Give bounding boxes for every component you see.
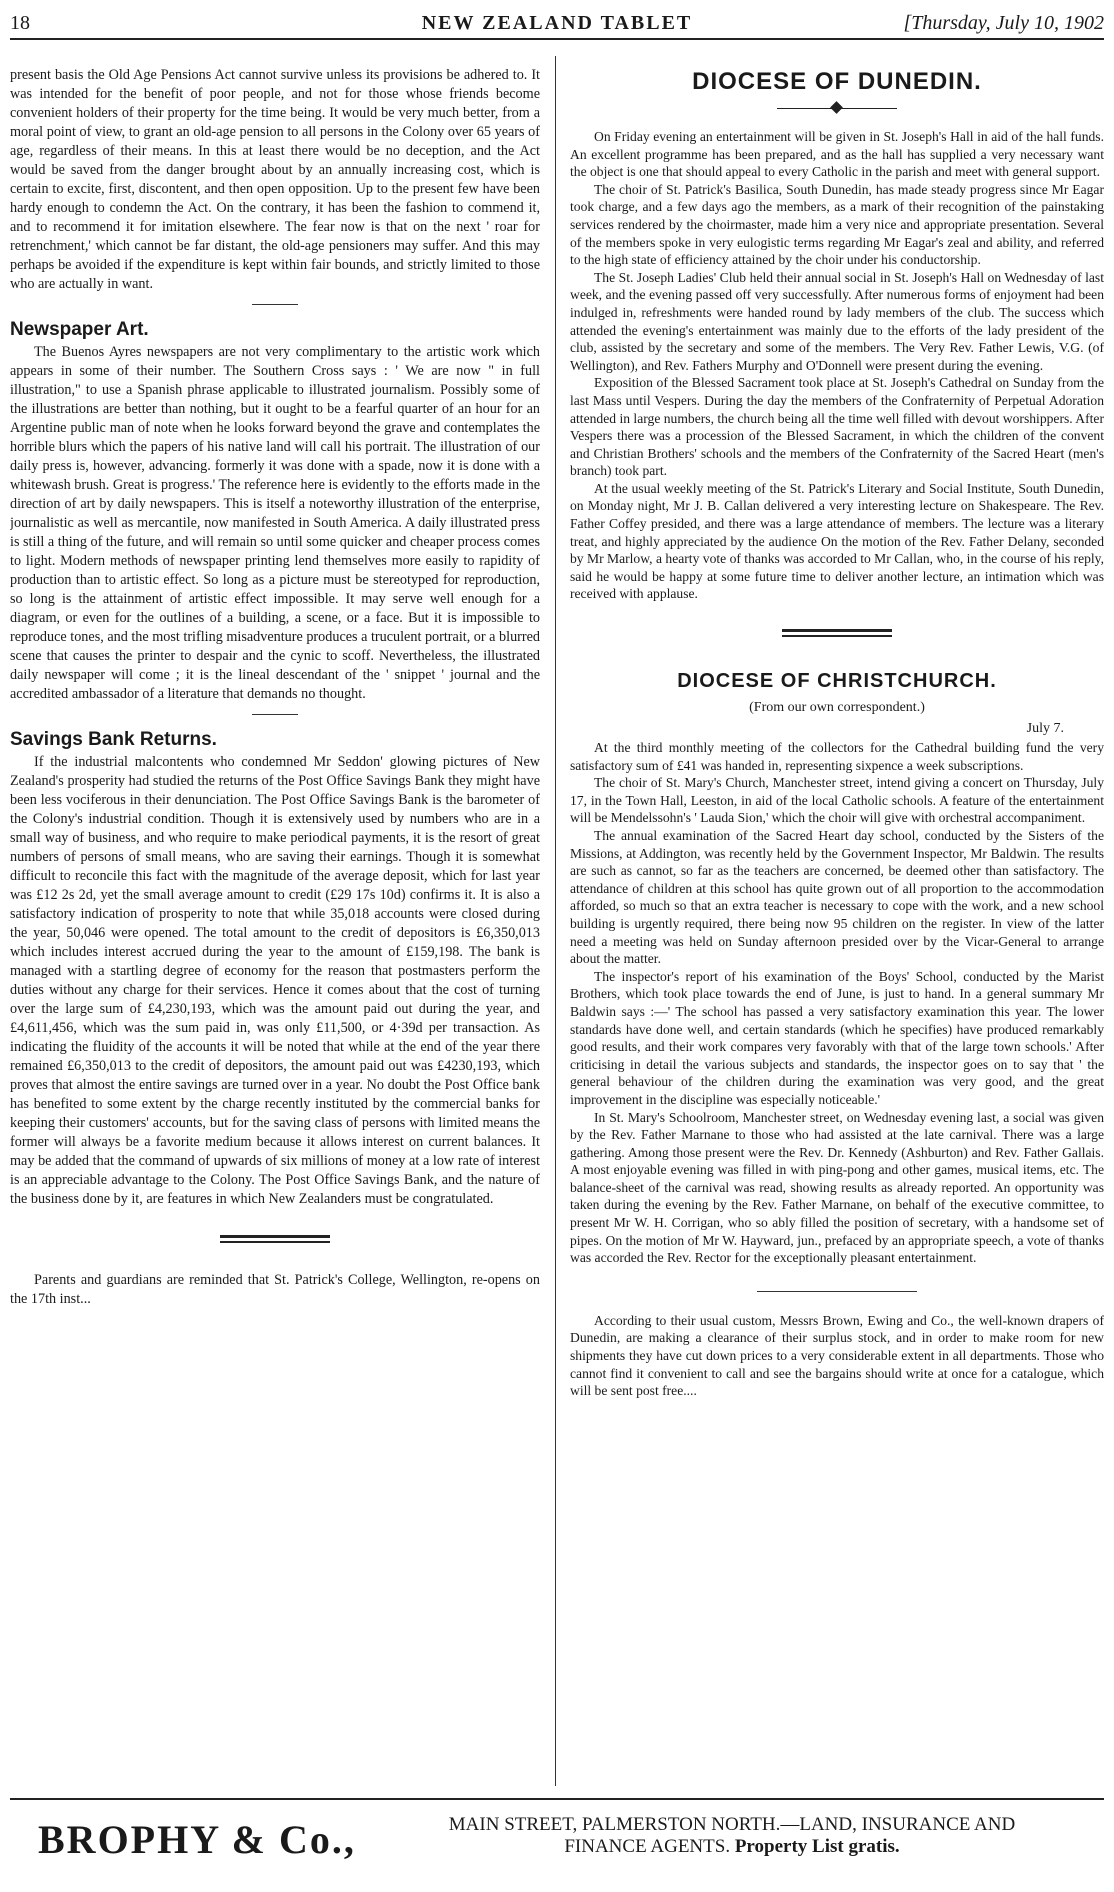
pensions-paragraph: present basis the Old Age Pensions Act cannot survive unless its provisions be adhered to. It was intended for the benefit of poor people, and not for those whose friends become convenient holders of their property for the time being. It would be very much better, from a moral point of view, to grant an old-age pension to all persons in the Colony over 65 years of age, regardless of their means. In this at least there would be no deception, and the Act would be saved from the danger brought about by an annually increasing cost, which is certain to excite, first, discontent, and then open opposition. Up to the present few have been hardy enough to condemn the Act. On the contrary, it has been the fashion to commend it, and to recommend it for imitation elsewhere. The fear now is that on the next ' roar for retrenchment,' which cannot be far distant, the old-age pensioners may suffer. And this may perhaps be avoided if the expenditure is kept within fair bounds, and strictly limited to those who are actually in want. xyxy=(10,67,540,292)
page-header xyxy=(10,8,1104,40)
masthead: NEW ZEALAND TABLET xyxy=(421,12,693,34)
double-rule xyxy=(782,629,892,637)
dunedin-paragraph: The choir of St. Patrick's Basilica, South Dunedin, has made steady progress since Mr Eagar took charge, and a few days ago the members, as a mark of their recognition of the painstaking services rendered by the choirmaster, made him a very nice and appropriate presentation. Several of the members spoke in very eulogistic terms regarding Mr Eagar's zeal and ability, and referred to the high state of efficiency attained by the choir under his conductorship. xyxy=(570,181,1104,268)
christchurch-paragraph: The annual examination of the Sacred Heart day school, conducted by the Sisters of the Missions, at Addington, was recently held by the Government Inspector, Mr Baldwin. The results are such as cannot, so far as the teachers are concerned, be deemed other than satisfactory. The attendance of children at this school has quite grown out of all proportion to the accommodation afforded, so much so that an extra teacher is necessary to cope with the work, and a new school building is urgently required, there being now 95 children on the register. In view of the latter need a meeting was held on Sunday afternoon presided over by the Vicar-General to arrange about the matter. xyxy=(570,828,1104,967)
savings-bank-heading: Savings Bank Returns. xyxy=(10,729,217,750)
firm-name: BROPHY & Co., xyxy=(38,1817,356,1862)
footer-advertisement xyxy=(10,1798,1104,1886)
newspaper-art-paragraph: The Buenos Ayres newspapers are not very complimentary to the artistic work which appears in some of their number. The Southern Cross says : ' We are now " in full illustration," to use a Spanish phrase applicable to illustrated journalism. Possibly some of the illustrations are better than nothing, but it ought to be a fearful quarter of an hour for an Argentine public man of note when he looks forward beyond the grave and contemplates the horrible blurs which the papers of his native land will call his portrait. The illustration of our daily press is, however, advancing. formerly it was done with a spade, now it is done with a whitewash brush. Great is progress.' The reference here is evidently to the efforts made in the direction of art by daily newspapers. This is itself a noteworthy illustration of the enterprise, journalistic as well as mercantile, now manifested in South America. A daily illustrated press is still a thing of the future, and will remain so until some quicker and cheaper process comes to light. Modern methods of newspaper printing lend themselves more easily to rapidity of production than to artistic effect. So long as a picture must be stereotyped for reproduction, so long is the attainment of artistic effect impossible. It may serve well enough for a diagram, or even for the outlines of a building, a scene, or a face. But it is impossible to reproduce tones, and the most trifling misadventure produces a truculent portrait, or a blurred scene that causes the printer to despair and the cynic to scoff. Nevertheless, the illustrated daily newspaper will come ; it is the lineal descendant of the ' snippet ' journal and the accredited ambassador of a literature that demands no thought. xyxy=(10,344,540,702)
property-list-text: Property List gratis. xyxy=(734,1836,900,1857)
christchurch-heading: DIOCESE OF CHRISTCHURCH. xyxy=(677,670,997,693)
firm-address xyxy=(382,1814,1082,1858)
christchurch-paragraph: In St. Mary's Schoolroom, Manchester street, on Wednesday evening last, a social was given by the Rev. Father Marnane to those who had assisted at the late carnival. There was a large gathering. Among those present were the Rev. Dr. Kennedy (Ashburton) and Rev. Father Gallais. A most enjoyable evening was filled in with ping-pong and other games, musical items, etc. The balance-sheet of the carnival was read, showing results as already reported. An opportunity was taken during the evening by the Rev. Father Marnane, on behalf of the executive committee, to present Mr W. H. Corrigan, who so ably filled the position of secretary, with a handsome set of pipes. On the motion of Mr W. Hayward, jun., prefaced by an appropriate speech, a vote of thanks was accorded the Rev. Rector for the exceptionally pleasant entertainment. xyxy=(570,1109,1104,1266)
dunedin-heading: DIOCESE OF DUNEDIN. xyxy=(692,68,982,95)
left-column xyxy=(10,66,540,1786)
section-rule xyxy=(252,714,298,715)
christchurch-paragraph: At the third monthly meeting of the collectors for the Cathedral building fund the very satisfactory sum of £41 was handed in, representing sixpence a week subscriptions. xyxy=(570,740,1104,773)
column-divider xyxy=(555,56,556,1786)
dunedin-paragraph: On Friday evening an entertainment will be given in St. Joseph's Hall in aid of the hall funds. An excellent programme has been prepared, and as the hall has supplied a very necessary want the object is one that should appeal to every Catholic in the parish and meet with general support. xyxy=(570,129,1104,180)
page-number: 18 xyxy=(10,12,30,34)
section-rule xyxy=(252,304,298,305)
drapers-advert: According to their usual custom, Messrs Brown, Ewing and Co., the well-known drapers of Dunedin, are making a clearance of their surplus stock, and in order to make room for new shipments they have cut down prices to a very considerable extent in all departments. Those who cannot find it convenient to call and see the bargains should write at once for a catalogue, which will be sent post free.... xyxy=(570,1312,1104,1399)
newspaper-art-heading: Newspaper Art. xyxy=(10,319,149,340)
diamond-rule xyxy=(777,102,897,114)
right-column xyxy=(570,66,1104,1786)
christchurch-paragraph: The choir of St. Mary's Church, Manchester street, intend giving a concert on Thursday, July 17, in the Town Hall, Leeston, in aid of the local Catholic schools. A feature of the entertainment will be Mendelssohn's ' Lauda Sion,' which the choir will give with orchestral accompaniment. xyxy=(570,775,1104,826)
dunedin-paragraph: At the usual weekly meeting of the St. Patrick's Literary and Social Institute, South Dunedin, on Monday night, Mr J. B. Callan delivered a very interesting lecture on Shakespeare. The Rev. Father Coffey presided, and there was a large attendance of members. The lecture was a literary treat, and highly appreciated by the audience On the motion of the Rev. Father Delany, seconded by Mr Marlow, a hearty vote of thanks was accorded to Mr Callan, who, in the course of his reply, said he would be happy at some future time to deliver another lecture, an intimation which was received with applause. xyxy=(570,480,1104,602)
address-line-2 xyxy=(382,1836,1082,1858)
double-rule xyxy=(220,1235,330,1243)
section-rule xyxy=(757,1291,917,1292)
christchurch-byline: (From our own correspondent.) xyxy=(749,700,925,716)
christchurch-paragraph: The inspector's report of his examination of the Boys' School, conducted by the Marist Brothers, which took place towards the end of June, is just to hand. In a general summary Mr Baldwin says :—' The school has passed a very satisfactory examination this year. The lower standards have done well, and certain standards (which he specifies) have produced remarkably good results, and their work compares very favorably with that of the large town schools.' After criticising in detail the various subjects and standards, the inspector goes on to say that ' the general behaviour of the children during the examination was very good, and the great improvement in the discipline was especially noticeable.' xyxy=(570,968,1104,1107)
newspaper-page xyxy=(10,8,1104,1884)
dunedin-paragraph: The St. Joseph Ladies' Club held their annual social in St. Joseph's Hall on Wednesday of last week, and the evening passed off very successfully. After numerous forms of enjoyment had been indulged in, refreshments were handed round by lady members of the club. The success which attended the evening's entertainment was mainly due to the efforts of the lady president of the club, assisted by the secretary and some of the members. The Very Rev. Father Lewis, V.G. (of Wellington), and Rev. Fathers Murphy and O'Donnell were present during the evening. xyxy=(570,269,1104,373)
christchurch-dateline: July 7. xyxy=(1026,721,1064,737)
issue-date: [Thursday, July 10, 1902 xyxy=(903,12,1104,34)
savings-bank-paragraph: If the industrial malcontents who condemned Mr Seddon' glowing pictures of New Zealand's prosperity had studied the returns of the Post Office Savings Bank they might have been less vociferous in their denunciation. The Post Office Savings Bank is the barometer of the Colony's industrial condition. Though it is extensively used by numbers who are in a small way of business, and who require to make periodical payments, it is the resort of great numbers of persons of small means, who are saving their earnings. Though it is somewhat difficult to reconcile this fact with the magnitude of the average deposit, which for last year was £12 2s 2d, yet the small average amount to credit (£29 17s 10d) confirms it. It is also a satisfactory indication of prosperity to note that while 35,018 accounts were closed during the year, 50,046 were opened. The total amount to the credit of depositors is £6,350,013 which includes interest accrued during the year to the amount of £159,198. The bank is managed with a startling degree of economy for the reason that postmasters perform the duties without any charge for their services. Hence it comes about that the cost of turning over the large sum of £4,230,193, which was the amount paid out during the year, and £4,611,456, which was the sum paid in, was only £11,500, or 4·39d per transaction. As indicating the fluidity of the accounts it will be noted that while at the end of the year there remained £6,350,013 to the credit of depositors, the amount paid out was £4230,193, which proves that almost the entire savings are turned over in a year. No doubt the Post Office bank has benefited to some extent by the charge recently instituted by the commercial banks for keeping their customers' accounts, but for the saving class of persons with limited means the former will always be a favorite medium because it allows interest on current balances. It may be added that the command of upwards of six millions of money at a low rate of interest is an appreciable advantage to the Colony. The Post Office Savings Bank, and the nature of the business done by it, are features in which New Zealanders must be congratulated. xyxy=(10,754,540,1207)
college-notice: Parents and guardians are reminded that St. Patrick's College, Wellington, re-opens on the 17th inst... xyxy=(10,1272,540,1307)
dunedin-paragraph: Exposition of the Blessed Sacrament took place at St. Joseph's Cathedral on Sunday from the last Mass until Vespers. During the day the members of the Confraternity of Perpetual Adoration attended in large numbers, the church being all the time well filled with devout worshippers. After Vespers there was a procession of the Blessed Sacrament, in which the children of the convent and Christian Brothers' schools and the members of the Confraternity of the Sacred Heart (men's branch) took part. xyxy=(570,375,1104,479)
address-line-2-text: FINANCE AGENTS. xyxy=(564,1836,731,1857)
address-line-1: MAIN STREET, PALMERSTON NORTH.—LAND, INSURANCE AND xyxy=(448,1814,1016,1835)
